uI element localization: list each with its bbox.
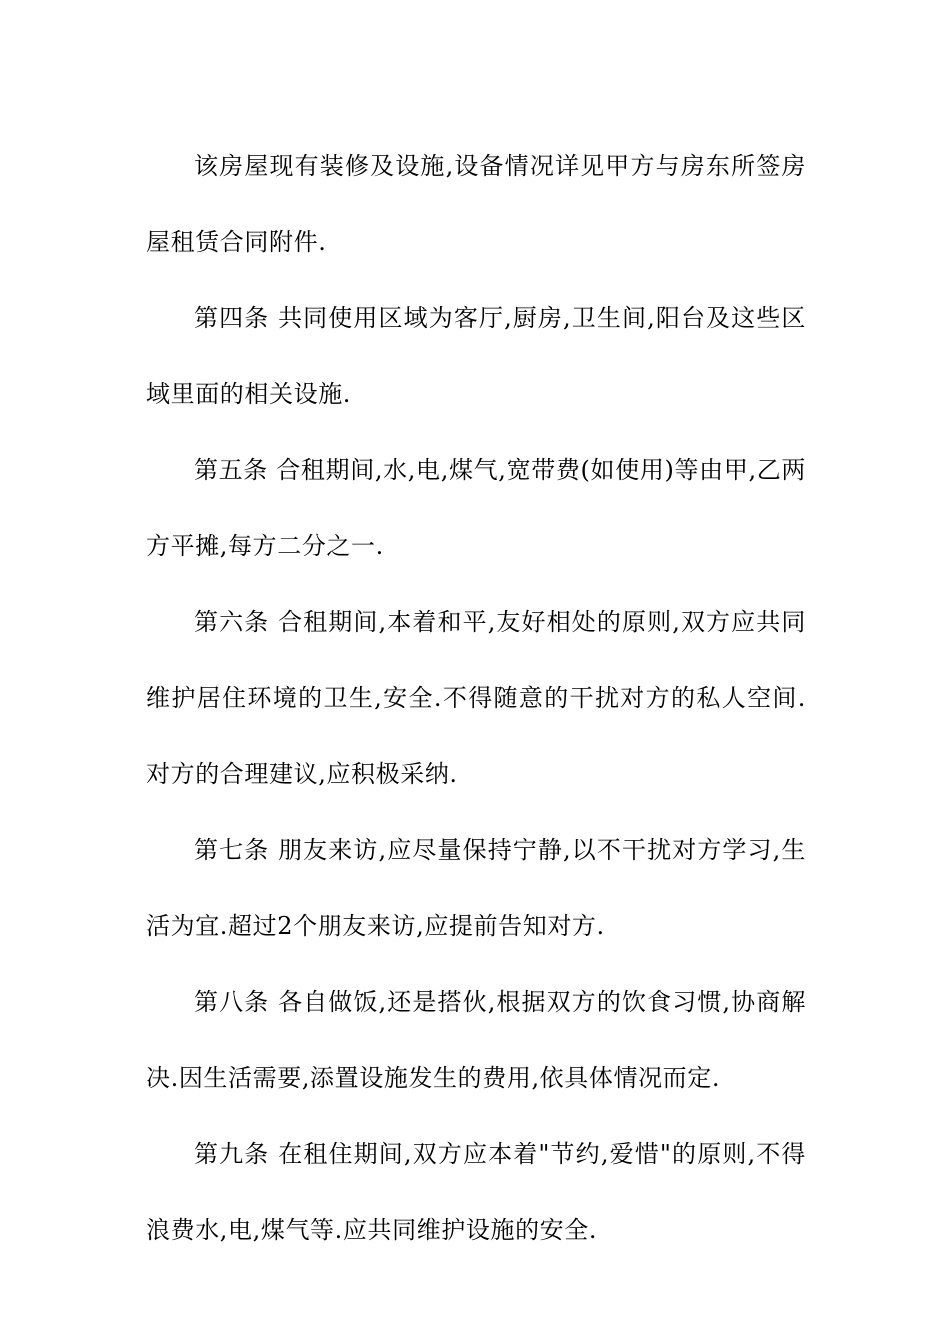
paragraph-article-5: 第五条 合租期间,水,电,煤气,宽带费(如使用)等由甲,乙两方平摊,每方二分之一. xyxy=(146,456,806,560)
paragraph-article-4: 第四条 共同使用区域为客厅,厨房,卫生间,阳台及这些区域里面的相关设施. xyxy=(146,304,806,408)
document-body xyxy=(146,128,806,1268)
paragraph-article-8: 第八条 各自做饭,还是搭伙,根据双方的饮食习惯,协商解决.因生活需要,添置设施发生的费用,依具体情况而定. xyxy=(146,988,806,1092)
paragraph-article-6: 第六条 合租期间,本着和平,友好相处的原则,双方应共同维护居住环境的卫生,安全.不得随意的干扰对方的私人空间.对方的合理建议,应积极采纳. xyxy=(146,608,806,788)
paragraph-article-7: 第七条 朋友来访,应尽量保持宁静,以不干扰对方学习,生活为宜.超过2个朋友来访,应提前告知对方. xyxy=(146,836,806,940)
paragraph-article-9: 第九条 在租住期间,双方应本着"节约,爱惜"的原则,不得浪费水,电,煤气等.应共同维护设施的安全. xyxy=(146,1140,806,1244)
paragraph-equipment: 该房屋现有装修及设施,设备情况详见甲方与房东所签房屋租赁合同附件. xyxy=(146,152,806,256)
